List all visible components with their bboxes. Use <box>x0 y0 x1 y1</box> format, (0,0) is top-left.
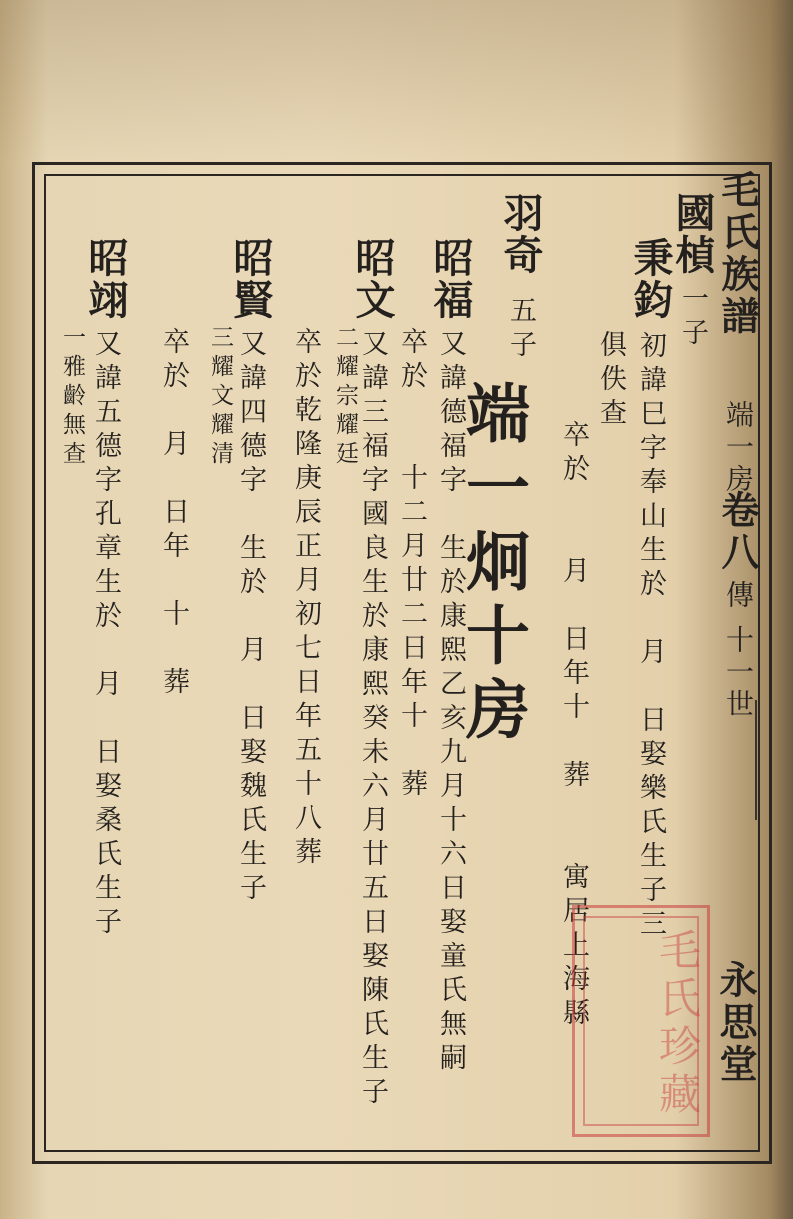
entry-bingjun <box>627 237 674 943</box>
upper-margin <box>0 0 793 165</box>
person-name: 秉鈞 <box>627 237 674 321</box>
branch-label: 端一房 <box>722 400 755 496</box>
entry-text: 一子 <box>677 284 708 352</box>
entry-text: 卒於 月 日年 十 葬 <box>158 327 189 701</box>
entry-text: 五子 <box>505 296 536 364</box>
branch-heading: 端一炯十房 <box>455 380 530 750</box>
person-name: 羽奇 <box>497 192 544 276</box>
entry-zhaoyi <box>82 237 129 941</box>
section-label: 傳 <box>722 580 755 612</box>
entry-zhaofu <box>427 237 474 1077</box>
person-name: 昭賢 <box>227 237 274 321</box>
generation-label: 十一世 <box>722 625 755 721</box>
collector-seal <box>572 905 710 1137</box>
entry-text: 又諱三福字國良生於康熙癸未六月廿五日娶陳氏生子 <box>357 329 388 1111</box>
entry-text: 三耀文耀清 <box>207 325 233 470</box>
entry-text: 又諱四德字 生於 月 日娶魏氏生子 <box>235 329 266 907</box>
seal-text: 毛氏珍藏 <box>653 928 702 1120</box>
entry-zhaowen <box>349 237 396 1111</box>
entry-text: 卒於 月 日年十 葬 寓居上海縣 <box>558 420 589 1032</box>
entry-text: 卒於 十二月廿二日年十 葬 <box>396 327 427 803</box>
entry-yuqi <box>497 192 544 364</box>
person-name: 昭翊 <box>82 237 129 321</box>
person-name: 昭文 <box>349 237 396 321</box>
entry-text: 卒於乾隆庚辰正月初七日年五十八葬 <box>290 327 321 871</box>
surname-title: 毛氏族譜 <box>715 170 760 338</box>
entry-text: 一雅齡無查 <box>59 325 85 470</box>
entry-zhaoxian <box>227 237 274 907</box>
entry-text: 又諱五德字孔章生於 月 日娶桑氏生子 <box>90 329 121 941</box>
person-name: 國楨 <box>669 192 716 276</box>
fold-line <box>755 700 757 820</box>
entry-text: 二耀宗耀廷 <box>332 325 358 470</box>
volume-label: 卷八 <box>715 490 760 574</box>
entry-text: 初諱巳字奉山生於 月 日娶樂氏生子三 <box>635 331 666 943</box>
entry-guozhen <box>669 192 716 352</box>
entry-text: 俱佚查 <box>595 330 626 432</box>
hall-name: 永思堂 <box>713 960 758 1086</box>
entry-text: 又諱德福字 生於康熙乙亥九月十六日娶童氏無嗣 <box>435 329 466 1077</box>
person-name: 昭福 <box>427 237 474 321</box>
